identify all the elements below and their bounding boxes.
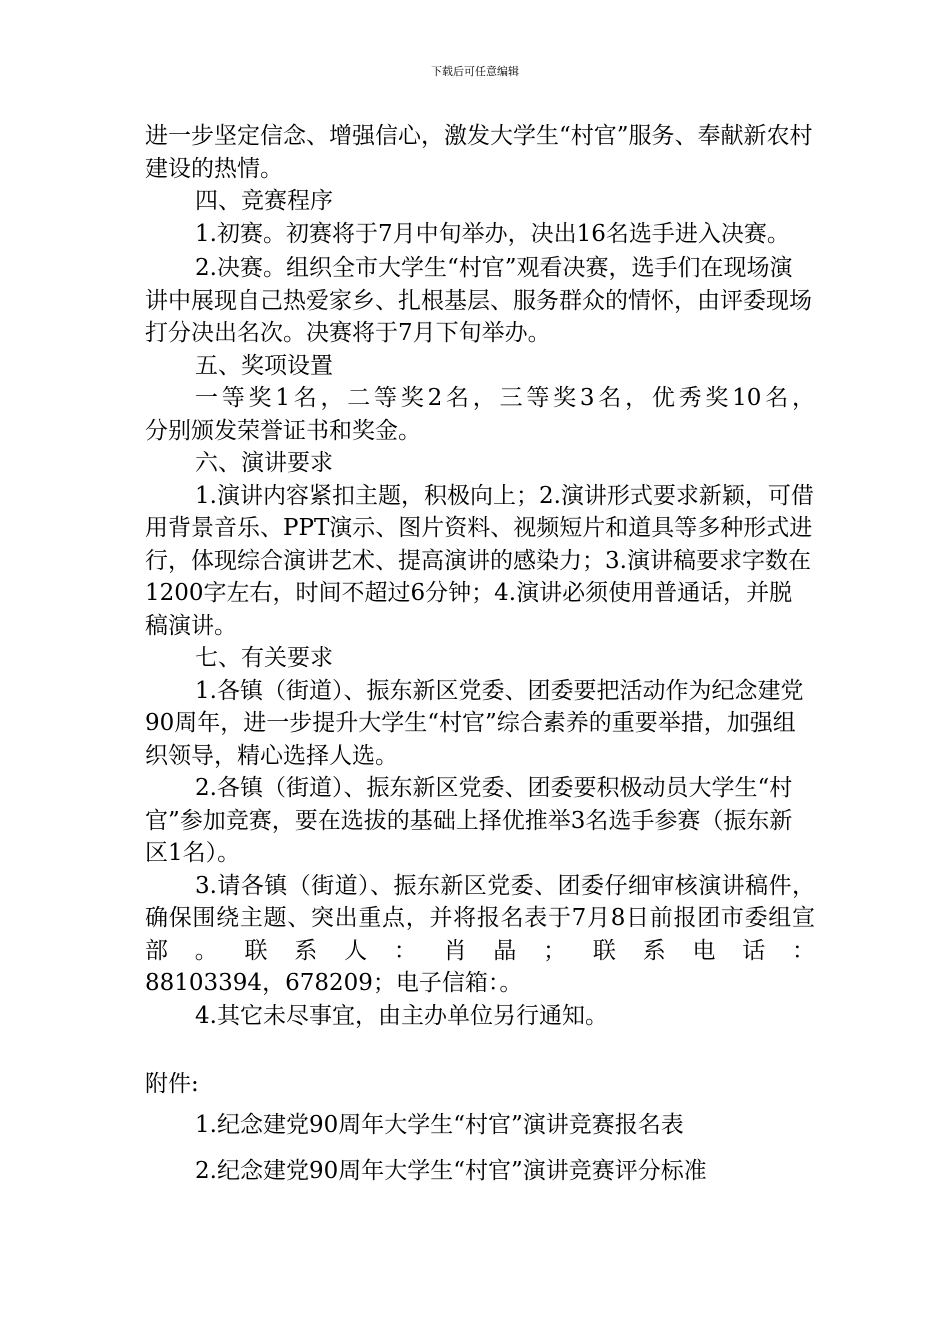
- paragraph-6-1: 1.演讲内容紧扣主题，积极向上；2.演讲形式要求新颖，可借用背景音乐、PPT演示、图片资料、视频短片和道具等多种形式进行，体现综合演讲艺术、提高演讲的感染力；3.演讲稿要求字数在1200字左右，时间不超过6分钟；4.演讲必须使用普通话，并脱稿演讲。: [145, 482, 814, 639]
- paragraph-5-1-line1: 一等奖1名，二等奖2名，三等奖3名，优秀奖10名，: [195, 385, 815, 411]
- paragraph-4-1: 1.初赛。初赛将于7月中旬举办，决出16名选手进入决赛。: [195, 220, 790, 247]
- paragraph-7-3-contact: 88103394，678209；电子信箱：。: [145, 970, 523, 996]
- paragraph-4-2: 2.决赛。组织全市大学生“村官”观看决赛，选手们在现场演讲中展现自己热爱家乡、扎根基层、服务群众的情怀，由评委现场打分决出名次。决赛将于7月下旬举办。: [145, 255, 812, 346]
- paragraph-7-2: 2.各镇（街道）、振东新区党委、团委要积极动员大学生“村官”参加竞赛，要在选拔的基础上择优推举3名选手参赛（振东新区1名）。: [145, 775, 793, 866]
- section-heading-4: 四、竞赛程序: [195, 188, 333, 214]
- paragraph-5-1-line2: 分别颁发荣誉证书和奖金。: [145, 417, 421, 444]
- paragraph-continuation: 进一步坚定信念、增强信心，激发大学生“村官”服务、奉献新农村建设的热情。: [145, 123, 813, 182]
- section-heading-6: 六、演讲要求: [195, 450, 333, 476]
- document-body: [145, 120, 815, 1187]
- attachment-item: 2.纪念建党90周年大学生“村官”演讲竞赛评分标准: [195, 1157, 707, 1184]
- paragraph-7-4: 4.其它未尽事宜，由主办单位另行通知。: [195, 1002, 608, 1029]
- attachments-label: 附件:: [145, 1071, 199, 1097]
- paragraph-7-3: 3.请各镇（街道）、振东新区党委、团委仔细审核演讲稿件，确保围绕主题、突出重点，并将报名表于7月8日前报团市委组宣部。联系人：肖晶；联系电话：: [145, 872, 815, 964]
- paragraph-7-1: 1.各镇（街道）、振东新区党委、团委要把活动作为纪念建党90周年，进一步提升大学生“村官”综合素养的重要举措，加强组织领导，精心选择人选。: [145, 677, 804, 769]
- section-heading-5: 五、奖项设置: [195, 352, 333, 379]
- section-heading-7: 七、有关要求: [195, 645, 333, 671]
- page-header-note: 下载后可任意编辑: [431, 65, 519, 78]
- attachment-item: 1.纪念建党90周年大学生“村官”演讲竞赛报名表: [195, 1111, 684, 1138]
